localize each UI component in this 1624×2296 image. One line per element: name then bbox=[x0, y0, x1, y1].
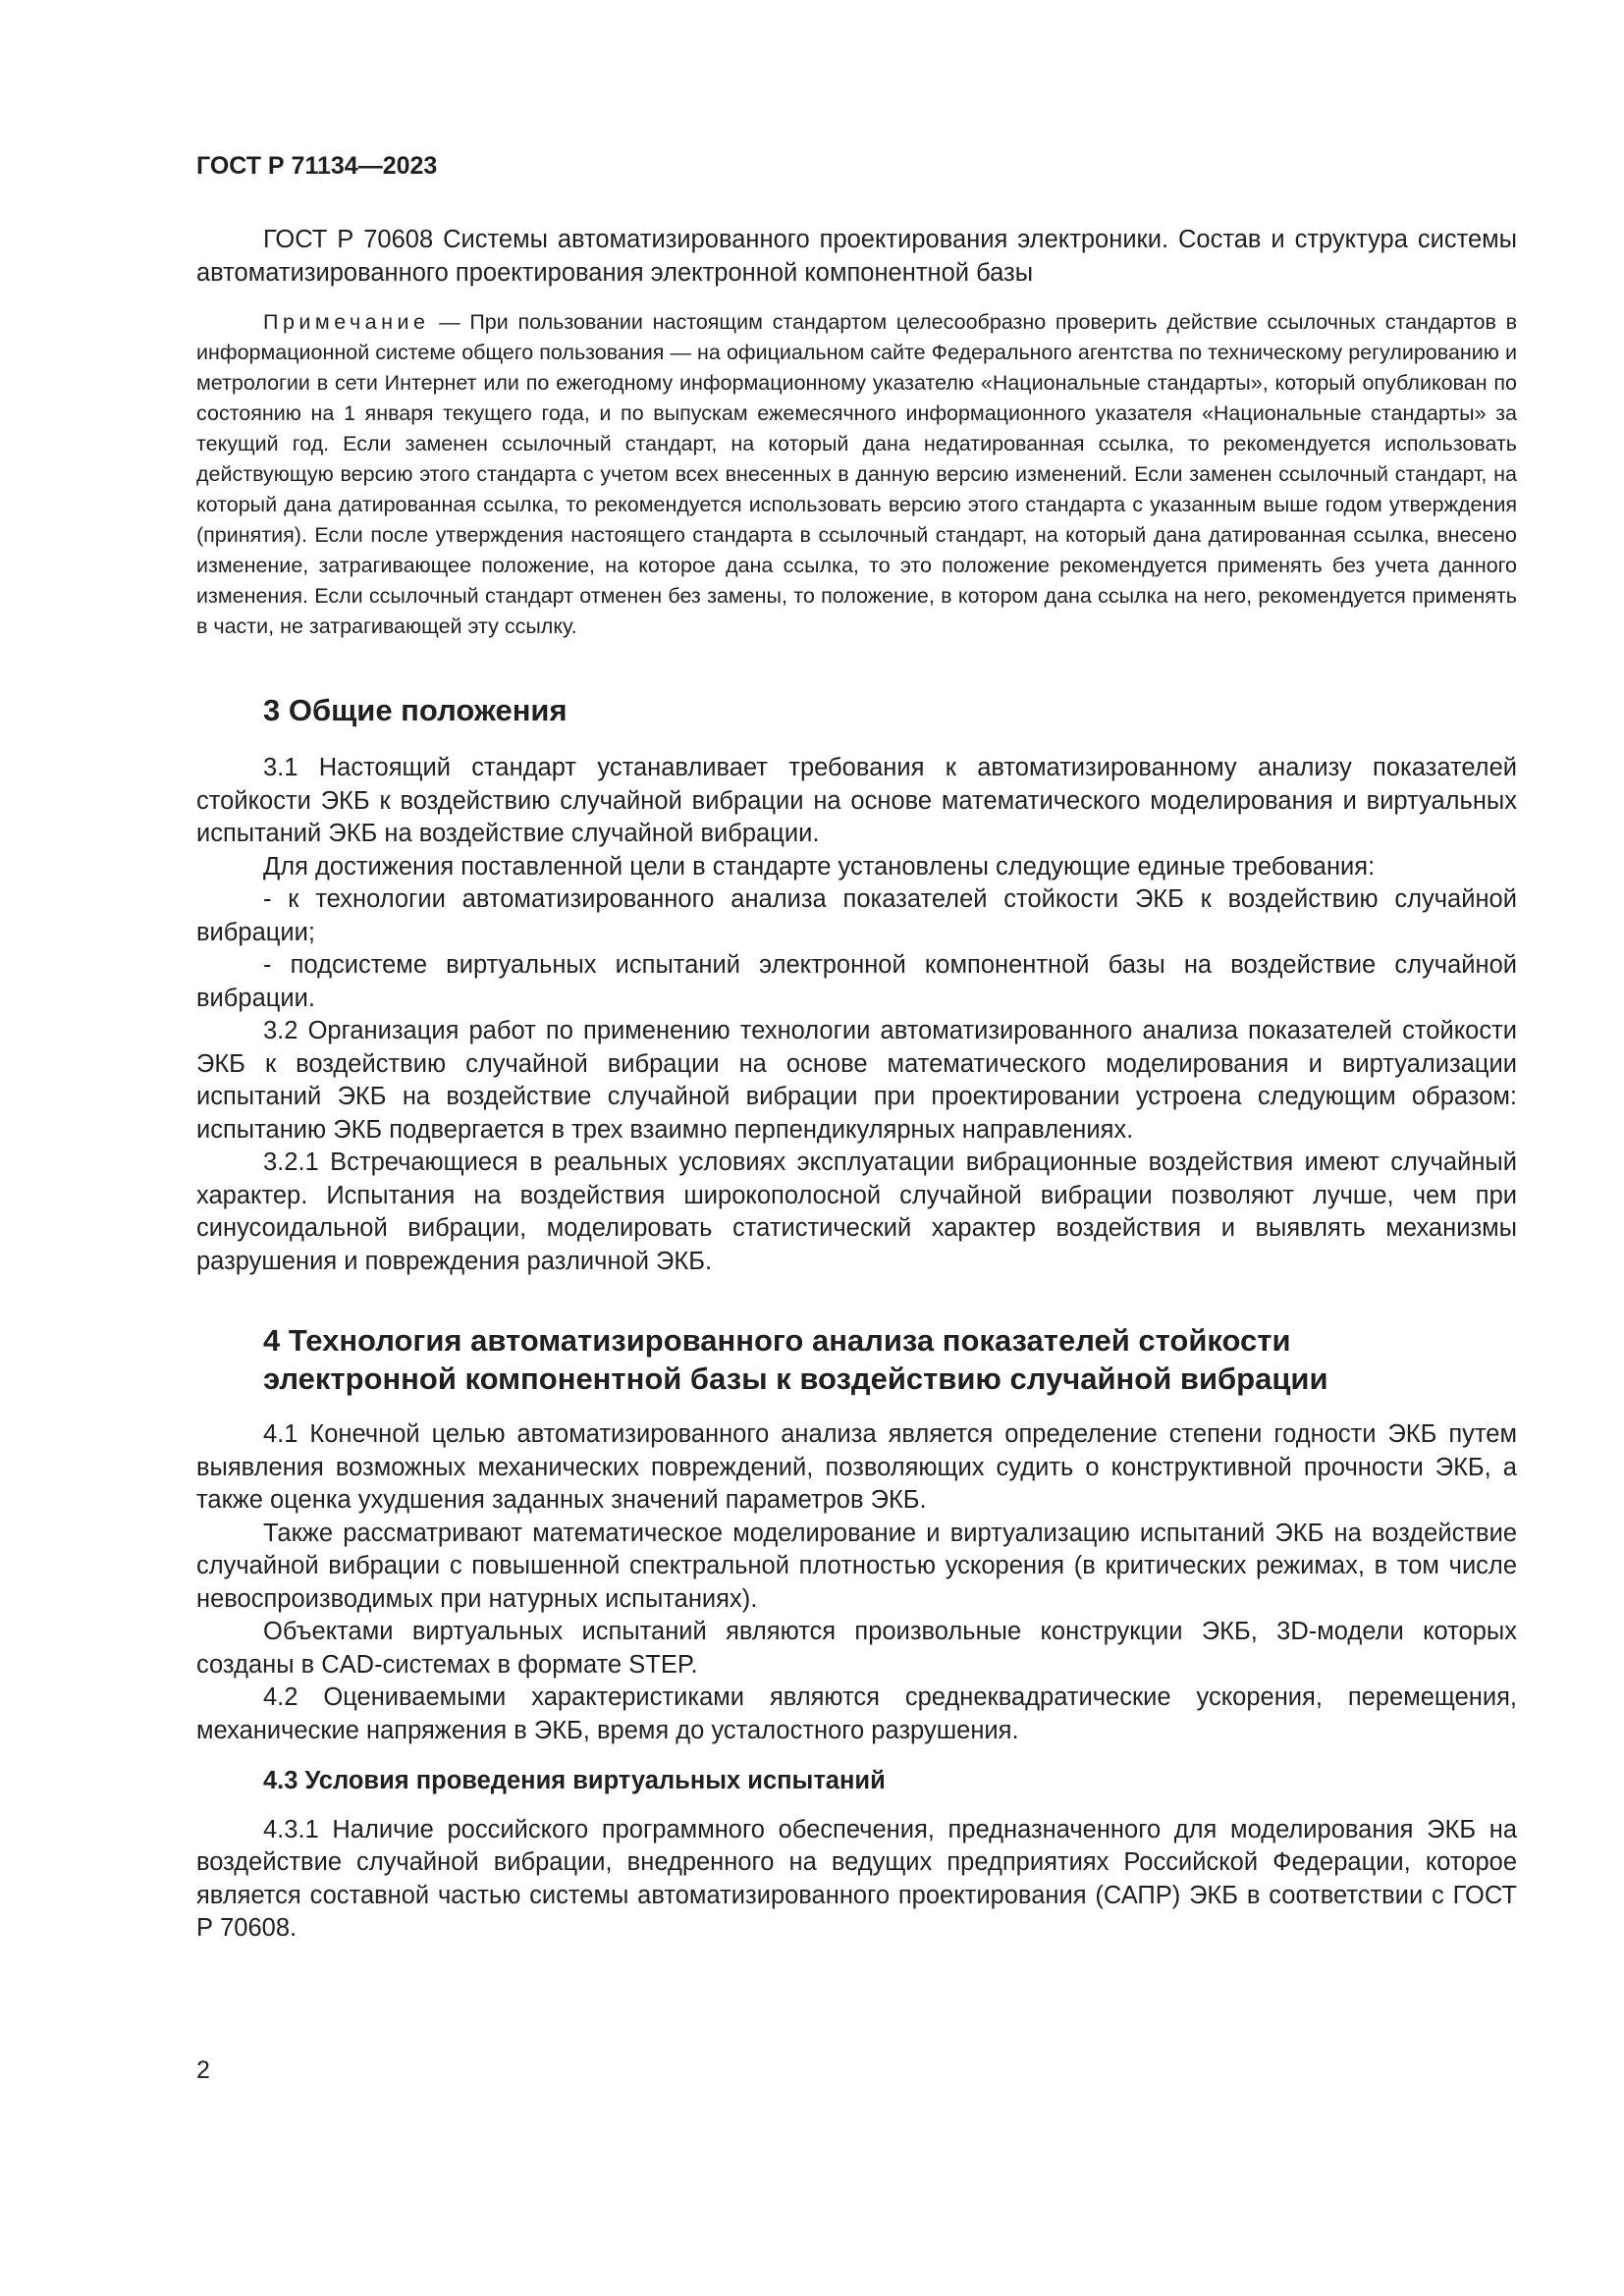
section-4-title-line-2: электронной компонентной базы к воздействию случайной вибрации bbox=[263, 1362, 1328, 1396]
list-item-subsystem: - подсистеме виртуальных испытаний электронной компонентной базы на воздействие случайной вибрации. bbox=[196, 951, 1517, 1012]
note-text: — При пользовании настоящим стандартом целесообразно проверить действие ссылочных стандартов в информационной системе общего пользования — на официальном сайте Федерального агентства по техническому регулированию и метрологии в сети Интернет или по ежегодному информационному указателю «Национальные стандарты», который опубликован по состоянию на 1 января текущего года, и по выпускам ежемесячного информационного указателя «Национальные стандарты» за текущий год. Если заменен ссылочный стандарт, на который дана недатированная ссылка, то рекомендуется использовать действующую версию этого стандарта с учетом всех внесенных в данную версию изменений. Если заменен ссылочный стандарт, на который дана датированная ссылка, то рекомендуется использовать версию этого стандарта с указанным выше годом утверждения (принятия). Если после утверждения настоящего стандарта в ссылочный стандарт, на который дана датированная ссылка, внесено изменение, затрагивающее положение, на которое дана ссылка, то это положение рекомендуется применять без учета данного изменения. Если ссылочный стандарт отменен без замены, то положение, в котором дана ссылка на него, рекомендуется применять в части, не затрагивающей эту ссылку. bbox=[196, 310, 1517, 638]
paragraph-requirements-intro: Для достижения поставленной цели в стандарте установлены следующие единые требования: bbox=[263, 852, 1376, 881]
paragraph-3-2-1: 3.2.1 Встречающиеся в реальных условиях эксплуатации вибрационные воздействия имеют случайный характер. Испытания на воздействия широкополосной случайной вибрации позволяют лучше, чем при синусоидальной вибрации, моделировать статистический характер воздействия и выявлять механизмы разрушения и повреждения различной ЭКБ. bbox=[196, 1148, 1517, 1275]
paragraph-3-2: 3.2 Организация работ по применению технологии автоматизированного анализа показателей стойкости ЭКБ к воздействию случайной вибрации на основе математического моделирования и виртуализации испытаний ЭКБ на воздействие случайной вибрации при проектировании устроена следующим образом: испытанию ЭКБ подвергается в трех взаимно перпендикулярных направлениях. bbox=[196, 1017, 1517, 1144]
paragraph-4-3-1: 4.3.1 Наличие российского программного обеспечения, предназначенного для моделирования ЭКБ на воздействие случайной вибрации, внедренного на ведущих предприятиях Российской Федерации, которое является составной частью системы автоматизированного проектирования (САПР) ЭКБ в соответствии с ГОСТ Р 70608. bbox=[196, 1815, 1517, 1942]
reference-entry: ГОСТ Р 70608 Системы автоматизированного проектирования электроники. Состав и структура системы автоматизированного проектирования электронной компонентной базы bbox=[196, 226, 1517, 287]
note bbox=[196, 307, 1517, 642]
note-label: Примечание bbox=[263, 310, 430, 334]
paragraph-objects: Объектами виртуальных испытаний являются произвольные конструкции ЭКБ, 3D-модели которых созданы в CAD-системах в формате STEP. bbox=[196, 1618, 1517, 1679]
page-number: 2 bbox=[196, 2056, 210, 2084]
paragraph-4-1: 4.1 Конечной целью автоматизированного анализа является определение степени годности ЭКБ путем выявления возможных механических повреждений, позволяющих судить о конструктивной прочности ЭКБ, а также оценка ухудшения заданных значений параметров ЭКБ. bbox=[196, 1420, 1517, 1514]
page-header: ГОСТ Р 71134—2023 bbox=[196, 152, 438, 180]
section-4-title bbox=[196, 1321, 1517, 1398]
subsection-4-3-title: 4.3 Условия проведения виртуальных испытаний bbox=[263, 1767, 886, 1794]
list-item-technology: - к технологии автоматизированного анализа показателей стойкости ЭКБ к воздействию случайной вибрации; bbox=[196, 885, 1517, 946]
paragraph-4-2: 4.2 Оцениваемыми характеристиками являются среднеквадратические ускорения, перемещения, механические напряжения в ЭКБ, время до усталостного разрушения. bbox=[196, 1683, 1517, 1744]
paragraph-3-1: 3.1 Настоящий стандарт устанавливает требования к автоматизированному анализу показателей стойкости ЭКБ к воздействию случайной вибрации на основе математического моделирования и виртуальных испытаний ЭКБ на воздействие случайной вибрации. bbox=[196, 754, 1517, 847]
paragraph-modeling: Также рассматривают математическое моделирование и виртуализацию испытаний ЭКБ на воздействие случайной вибрации с повышенной спектральной плотностью ускорения (в критических режимах, в том числе невоспроизводимых при натурных испытаниях). bbox=[196, 1519, 1517, 1613]
section-4-title-line-1: 4 Технология автоматизированного анализа показателей стойкости bbox=[263, 1323, 1291, 1358]
section-3-title: 3 Общие положения bbox=[263, 693, 568, 727]
document-body bbox=[196, 224, 1517, 1946]
